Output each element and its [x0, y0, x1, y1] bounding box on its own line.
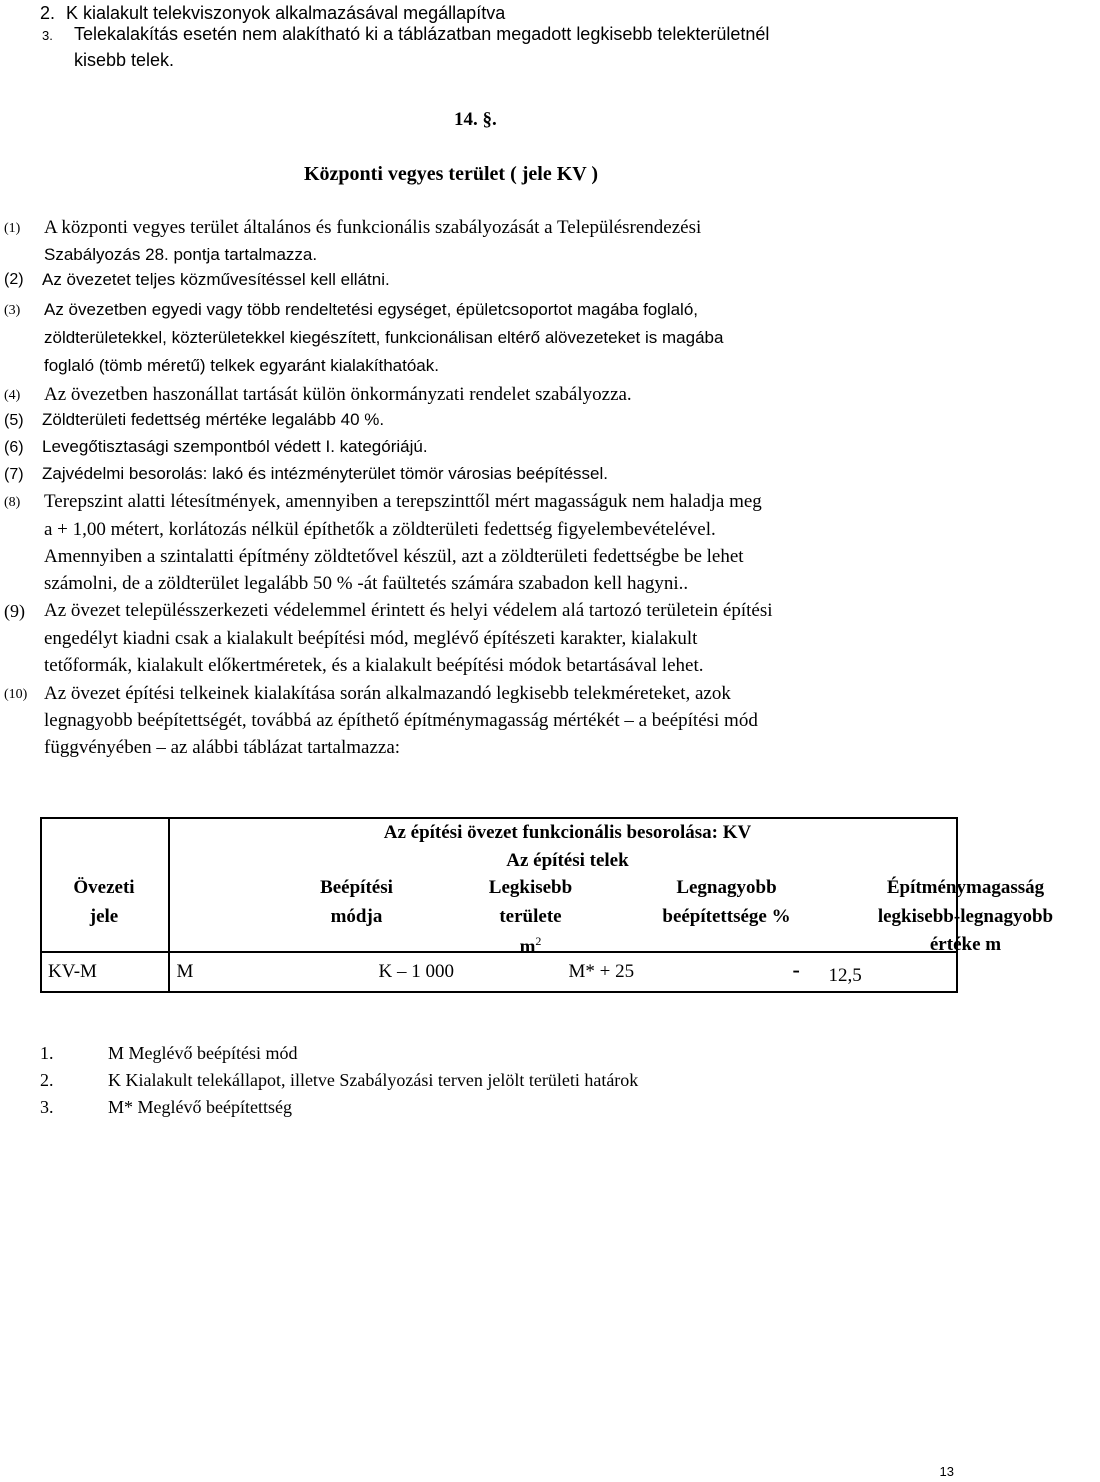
paragraph-number: (1) — [4, 221, 21, 236]
paragraph-line: a + 1,00 métert, korlátozás nélkül építhetők a zöldterületi fedettség figyelembevételével. — [44, 519, 716, 540]
table-header-cell — [169, 818, 1054, 958]
paragraph-line: foglaló (tömb méretű) telkek egyaránt kialakíthatóak. — [44, 356, 439, 375]
paragraph-line: Az övezet építési telkeinek kialakítása során alkalmazandó legkisebb telekméreteket, azok — [44, 683, 731, 704]
table-title: Az építési övezet funkcionális besorolása: KV — [383, 822, 752, 843]
table-header-cell — [41, 818, 169, 952]
legend-text: M Meglévő beépítési mód — [108, 1043, 298, 1063]
paragraph-number: (6) — [4, 439, 24, 456]
paragraph-line: legnagyobb beépítettségét, továbbá az építhető építménymagasság mértékét – a beépítési mód — [44, 710, 758, 731]
table-subtitle: Az építési telek — [506, 850, 629, 871]
page-number: 13 — [939, 1464, 954, 1479]
paragraph-line: Az övezetet teljes közművesítéssel kell ellátni. — [42, 270, 390, 289]
paragraph-line: zöldterületekkel, közterületekkel kiegészített, funkcionálisan eltérő alövezeteket is magába — [44, 328, 724, 347]
header-height-line1: Építménymagasság — [886, 877, 1045, 898]
row-zone: KV-M — [48, 961, 97, 982]
list-number: 3. — [42, 28, 53, 43]
row-mode: M — [176, 961, 194, 982]
header-coverage-line1: Legnagyobb — [676, 877, 777, 898]
section-title: Központi vegyes terület ( jele KV ) — [304, 163, 598, 185]
paragraph-number: (8) — [4, 495, 21, 510]
paragraph-line: Zöldterületi fedettség mértéke legalább 40 %. — [42, 410, 385, 429]
table-cell — [41, 952, 169, 992]
paragraph-number: (3) — [4, 303, 21, 318]
paragraph-line: Amennyiben a szintalatti építmény zöldtetővel készül, azt a zöldterületi fedettségbe be lehet — [44, 546, 744, 567]
paragraph-number: (9) — [4, 601, 25, 621]
list-text: kisebb telek. — [74, 50, 175, 70]
legend-number: 2. — [40, 1070, 54, 1090]
paragraph-number: (4) — [4, 388, 21, 403]
paragraph-line: tetőformák, kialakult előkertméretek, és a kialakult beépítési módok betartásával lehet. — [44, 655, 704, 676]
paragraph-number: (10) — [4, 687, 28, 702]
header-zone-line1: Övezeti — [73, 877, 135, 898]
header-zone-line2: jele — [89, 906, 119, 927]
header-mode-line2: módja — [330, 906, 383, 927]
paragraph-line: Terepszint alatti létesítmények, amennyiben a terepszinttől mért magasságuk nem haladja meg — [44, 491, 762, 512]
paragraph-line: Zajvédelmi besorolás: lakó és intézményterület tömör városias beépítéssel. — [42, 464, 608, 483]
legend-number: 1. — [40, 1043, 54, 1063]
paragraph-line: Az övezet településszerkezeti védelemmel érintett és helyi védelem alá tartozó területein építési — [44, 600, 773, 621]
paragraph-line: számolni, de a zöldterület legalább 50 % -át faültetés számára szabadon kell hagyni.. — [44, 573, 689, 594]
row-height-min: - — [792, 957, 800, 982]
paragraph-line: Az övezetben haszonállat tartását külön önkormányzati rendelet szabályozza. — [44, 384, 632, 405]
list-number: 2. — [40, 3, 56, 23]
paragraph-line: A központi vegyes terület általános és funkcionális szabályozását a Településrendezési — [44, 217, 702, 238]
header-height-line2: legkisebb-legnagyobb — [877, 906, 1054, 927]
row-coverage: M* + 25 — [568, 961, 635, 982]
header-area-line2: területe — [499, 906, 562, 927]
header-height-line3: értéke m — [929, 934, 1002, 955]
list-text: K kialakult telekviszonyok alkalmazásával megállapítva — [66, 3, 506, 23]
header-area-unit: m — [519, 936, 536, 958]
header-coverage-line2: beépítettsége % — [662, 906, 791, 927]
header-area-sup: 2 — [535, 934, 542, 948]
legend-text: M* Meglévő beépítettség — [108, 1097, 292, 1117]
paragraph-line: Levegőtisztasági szempontból védett I. kategóriájú. — [42, 437, 428, 456]
paragraph-line: Az övezetben egyedi vagy több rendeltetési egységet, épületcsoportot magába foglaló, — [44, 300, 698, 319]
table-cell — [169, 952, 957, 992]
paragraph-line: engedélyt kiadni csak a kialakult beépítési mód, meglévő építészeti karakter, kialakult — [44, 628, 698, 649]
paragraph-line: függvényében – az alábbi táblázat tartalmazza: — [44, 737, 401, 758]
paragraph-number: (5) — [4, 412, 24, 429]
paragraph-number: (2) — [4, 271, 24, 288]
header-mode-line1: Beépítési — [320, 877, 393, 898]
zoning-table — [40, 817, 1054, 993]
paragraph-number: (7) — [4, 466, 24, 483]
header-area-line1: Legkisebb — [488, 877, 573, 898]
list-text: Telekalakítás esetén nem alakítható ki a táblázatban megadott legkisebb telekterületnél — [74, 24, 770, 44]
legend-text: K Kialakult telekállapot, illetve Szabályozási terven jelölt területi határok — [108, 1070, 639, 1090]
row-height-max: 12,5 — [828, 965, 862, 986]
row-area: K – 1 000 — [378, 961, 454, 982]
section-number: 14. §. — [454, 109, 497, 130]
legend-number: 3. — [40, 1097, 54, 1117]
paragraph-line: Szabályozás 28. pontja tartalmazza. — [44, 245, 318, 264]
